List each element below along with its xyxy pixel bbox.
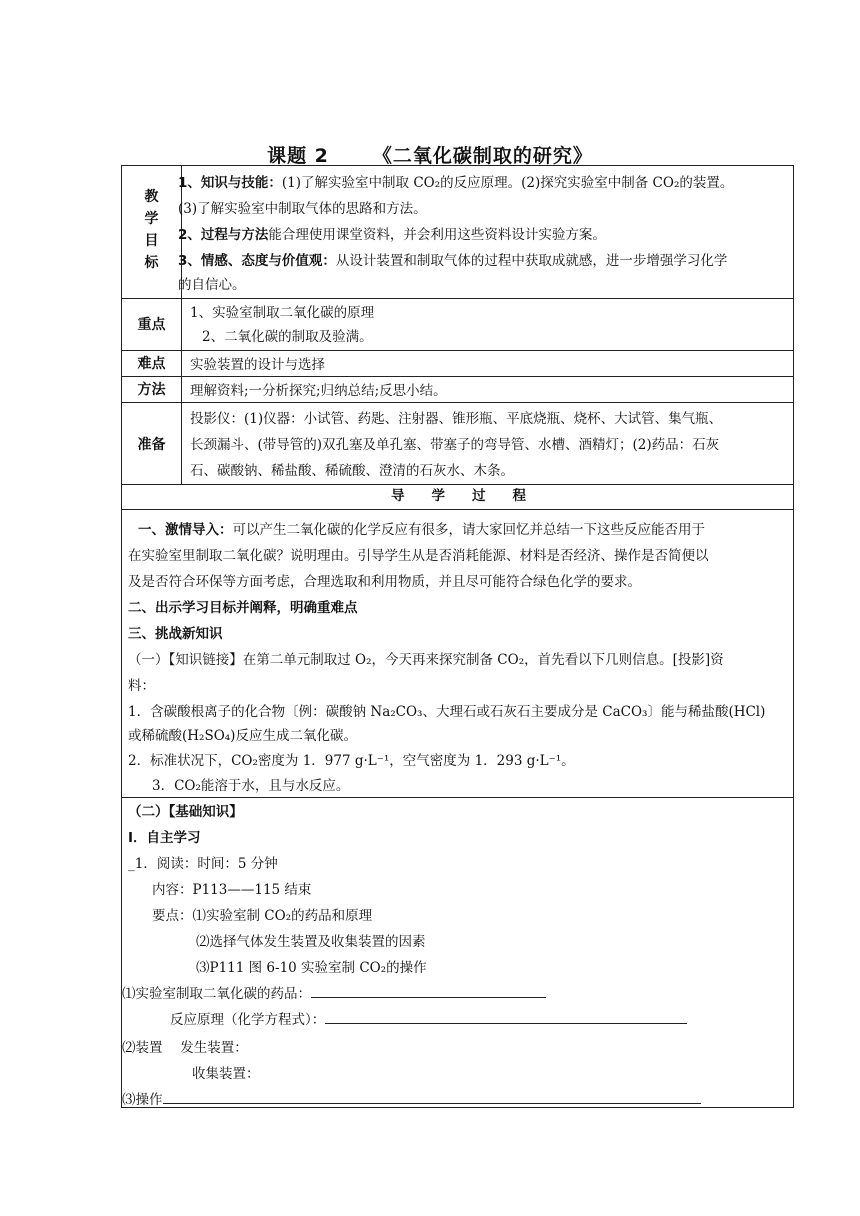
objective-line-2: (3)了解实验室中制取气体的思路和方法。 <box>178 201 427 217</box>
answer-blank[interactable] <box>311 983 546 998</box>
reading-content: 内容：P113——115 结束 <box>152 882 312 898</box>
key-points-heading: 要点：⑴实验室制 CO₂的药品和原理 <box>152 908 373 924</box>
objective-line-1: 1、知识与技能：(1)了解实验室中制取 CO₂的反应原理。(2)探究实验室中制备 CO₂的装置。 <box>178 175 734 191</box>
intro-line-3: 及是否符合环保等方面考虑，合理选取和利用物质，并且尽可能符合绿色化学的要求。 <box>128 574 641 590</box>
section-2-heading: 二、出示学习目标并阐释，明确重难点 <box>128 600 358 616</box>
knowledge-link-line-2: 料： <box>128 678 155 694</box>
section-3-heading: 三、挑战新知识 <box>128 626 223 642</box>
info-item-1a: 1．含碳酸根离子的化合物〔例：碳酸钠 Na₂CO₃、大理石或石灰石主要成分是 CaCO₃〕能与稀盐酸(HCl) <box>128 704 766 720</box>
title-prefix: 课题 2 <box>267 145 329 167</box>
objectives-label: 教 学 目 标 <box>144 189 159 271</box>
question-2: ⑵装置 发生装置： <box>122 1040 248 1056</box>
row-divider <box>122 298 793 299</box>
method-label: 方法 <box>137 382 166 398</box>
difficulty-text: 实验装置的设计与选择 <box>190 357 325 373</box>
answer-blank[interactable] <box>325 1009 687 1024</box>
objective-line-3: 2、过程与方法能合理使用课堂资料，并会利用这些资料设计实验方案。 <box>178 227 606 243</box>
question-1: ⑴实验室制取二氧化碳的药品： <box>122 981 546 1007</box>
row-divider <box>122 509 793 510</box>
question-1b: 反应原理（化学方程式）： <box>170 1007 687 1033</box>
info-item-3: 3．CO₂能溶于水，且与水反应。 <box>152 778 350 794</box>
prep-line-3: 石、碳酸钠、稀盐酸、稀硫酸、澄清的石灰水、木条。 <box>190 463 514 479</box>
point-3: ⑶P111 图 6-10 实验室制 CO₂的操作 <box>196 960 427 976</box>
key-point-2: 2、二氧化碳的制取及验满。 <box>202 329 373 345</box>
objective-line-4: 3、情感、态度与价值观：从设计装置和制取气体的过程中获取成就感，进一步增强学习化学 <box>178 253 728 269</box>
question-2b: 收集装置： <box>192 1066 260 1082</box>
intro-line-2: 在实验室里制取二氧化碳？说明理由。引导学生从是否消耗能源、材料是否经济、操作是否简便以 <box>128 548 709 564</box>
difficulty-label: 难点 <box>137 356 166 372</box>
prep-line-2: 长颈漏斗、(带导管的)双孔塞及单孔塞、带塞子的弯导管、水槽、酒精灯；(2)药品：石灰 <box>190 437 720 453</box>
row-divider <box>122 350 793 351</box>
reading-time: _1．阅读：时间：5 分钟 <box>128 856 278 872</box>
question-3: ⑶操作 <box>122 1087 701 1113</box>
knowledge-link-line-1: （一）【知识链接】在第二单元制取过 O₂，今天再来探究制备 CO₂，首先看以下几则信息。[投影]资 <box>128 652 724 668</box>
basic-knowledge-heading: （二）【基础知识】 <box>128 804 243 820</box>
key-point-1: 1、实验室制取二氧化碳的原理 <box>190 305 375 321</box>
process-header: 导 学 过 程 <box>391 488 526 504</box>
self-study-heading: Ⅰ．自主学习 <box>128 830 201 846</box>
info-item-2: 2．标准状况下，CO₂密度为 1．977 g·L⁻¹，空气密度为 1．293 g·L⁻¹。 <box>128 753 575 769</box>
prep-line-1: 投影仪：(1)仪器：小试管、药匙、注射器、锥形瓶、平底烧瓶、烧杯、大试管、集气瓶、 <box>190 411 723 427</box>
info-item-1b: 或稀硫酸(H₂SO₄)反应生成二氧化碳。 <box>128 728 357 744</box>
answer-blank[interactable] <box>163 1089 701 1104</box>
point-2: ⑵选择气体发生装置及收集装置的因素 <box>196 934 426 950</box>
objective-line-5: 的自信心。 <box>178 277 246 293</box>
lesson-table <box>121 165 794 1108</box>
intro-line-1: 一、激情导入：可以产生二氧化碳的化学反应有很多，请大家回忆并总结一下这些反应能否用于 <box>138 522 705 538</box>
key-points-label: 重点 <box>137 317 166 333</box>
title-main: 《二氧化碳制取的研究》 <box>372 145 593 167</box>
prep-label: 准备 <box>137 437 166 453</box>
page-title <box>0 141 860 168</box>
method-text: 理解资料;一分析探究;归纳总结;反思小结。 <box>190 383 447 399</box>
